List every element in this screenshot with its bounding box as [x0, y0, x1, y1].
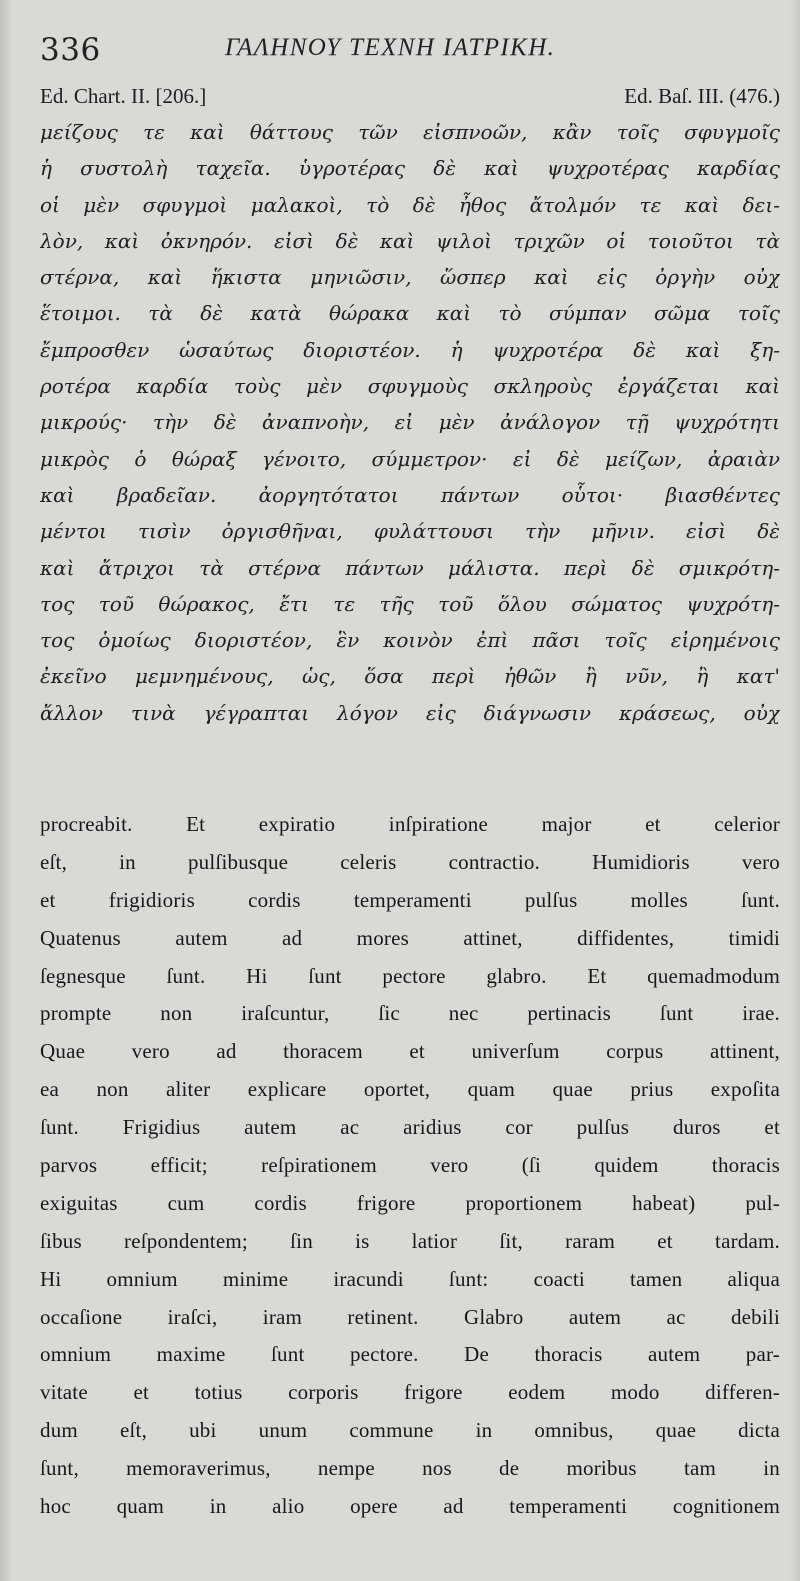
edition-reference-line [40, 84, 780, 112]
greek-text-line: καὶ ἄτριχοι τὰ στέρνα πάντων μάλιστα. περὶ δὲ σμικρότη- [40, 555, 780, 580]
greek-text-line: ἔμπροσθεν ὡσαύτως διοριστέον. ἡ ψυχροτέρα δὲ καὶ ξη- [40, 337, 780, 362]
latin-text-line: ſunt, memoraverimus, nempe nos de moribus tam in [40, 1456, 780, 1481]
greek-text-line: ἄλλον τινὰ γέγραπται λόγον εἰς διάγνωσιν κράσεως, οὐχ [40, 700, 780, 725]
greek-text-line: ἕτοιμοι. τὰ δὲ κατὰ θώρακα καὶ τὸ σύμπαν σῶμα τοῖς [40, 301, 780, 326]
latin-text-line: hoc quam in alio opere ad temperamenti cognitionem [40, 1494, 780, 1519]
latin-text-line: eſt, in pulſibusque celeris contractio. Humidioris vero [40, 849, 780, 874]
latin-text-line: occaſione iraſci, iram retinent. Glabro autem ac debili [40, 1304, 780, 1329]
greek-text-line: τος ὁμοίως διοριστέον, ἓν κοινὸν ἐπὶ πᾶσι τοῖς εἰρημένοις [40, 628, 780, 653]
latin-text-line: procreabit. Et expiratio inſpiratione major et celerior [40, 812, 780, 836]
greek-text-line: ἐκεῖνο μεμνημένους, ὡς, ὅσα περὶ ἠθῶν ἢ νῦν, ἢ κατ' [40, 664, 780, 689]
greek-text-line: οἱ μὲν σφυγμοὶ μαλακοὶ, τὸ δὲ ἦθος ἄτολμόν τε καὶ δει- [40, 192, 780, 217]
latin-text-line: Hi omnium minime iracundi ſunt: coacti tamen aliqua [40, 1266, 780, 1291]
latin-text-line: ſunt. Frigidius autem ac aridius cor pulſus duros et [40, 1115, 780, 1140]
latin-text-block [40, 806, 780, 1526]
latin-text-line: parvos efficit; reſpirationem vero (ſi quidem thoracis [40, 1153, 780, 1178]
running-title: ΓΑΛΗΝΟΥ ΤΕΧΝΗ ΙΑΤΡΙΚΗ. [225, 34, 556, 61]
latin-text-line: prompte non iraſcuntur, ſic nec pertinacis ſunt irae. [40, 1001, 780, 1026]
latin-text-line: Quae vero ad thoracem et univerſum corpus attinent, [40, 1039, 780, 1064]
latin-text-line: et frigidioris cordis temperamenti pulſus molles ſunt. [40, 887, 780, 912]
greek-text-line: στέρνα, καὶ ἥκιστα μηνιῶσιν, ὥσπερ καὶ εἰς ὀργὴν οὐχ [40, 265, 780, 290]
latin-text-line: omnium maxime ſunt pectore. De thoracis autem par- [40, 1342, 780, 1367]
greek-text-line: λὸν, καὶ ὀκνηρόν. εἰσὶ δὲ καὶ ψιλοὶ τριχῶν οἱ τοιοῦτοι τὰ [40, 228, 780, 253]
greek-text-line: καὶ βραδεῖαν. ἀοργητότατοι πάντων οὗτοι· βιασθέντες [40, 482, 780, 507]
latin-text-line: Quatenus autem ad mores attinet, diffidentes, timidi [40, 925, 780, 950]
latin-text-line: ſegnesque ſunt. Hi ſunt pectore glabro. Et quemadmodum [40, 963, 780, 988]
page-gutter-shadow [0, 0, 12, 1581]
page-header [40, 22, 780, 66]
latin-text-line: exiguitas cum cordis frigore proportionem habeat) pul- [40, 1190, 780, 1215]
latin-text-line: ea non aliter explicare oportet, quam quae prius expoſita [40, 1077, 780, 1102]
latin-text-line: vitate et totius corporis frigore eodem modo differen- [40, 1380, 780, 1405]
greek-text-line: τος τοῦ θώρακος, ἔτι τε τῆς τοῦ ὅλου σώματος ψυχρότη- [40, 591, 780, 616]
latin-text-line: ſibus reſpondentem; ſin is latior ſit, raram et tardam. [40, 1228, 780, 1253]
greek-text-line: μικρούς· τὴν δὲ ἀναπνοὴν, εἰ μὲν ἀνάλογον τῇ ψυχρότητι [40, 410, 780, 435]
greek-text-line: ροτέρα καρδία τοὺς μὲν σφυγμοὺς σκληροὺς ἐργάζεται καὶ [40, 374, 780, 399]
greek-text-line: μέντοι τισὶν ὀργισθῆναι, φυλάττουσι τὴν μῆνιν. εἰσὶ δὲ [40, 519, 780, 544]
greek-text-line: μικρὸς ὁ θώραξ γένοιτο, σύμμετρον· εἰ δὲ μείζων, ἀραιὰν [40, 446, 780, 471]
greek-text-block [40, 114, 780, 731]
greek-text-line: μείζους τε καὶ θάττους τῶν εἰσπνοῶν, κἂν τοῖς σφυγμοῖς [40, 120, 780, 144]
greek-text-line: ἡ συστολὴ ταχεῖα. ὑγροτέρας δὲ καὶ ψυχροτέρας καρδίας [40, 156, 780, 181]
page-edge-shadow [790, 0, 800, 1581]
edition-reference-right: Ed. Baſ. III. (476.) [624, 84, 780, 108]
page-number: 336 [40, 32, 101, 68]
edition-reference-left: Ed. Chart. II. [206.] [40, 84, 207, 108]
latin-text-line: dum eſt, ubi unum commune in omnibus, quae dicta [40, 1418, 780, 1443]
